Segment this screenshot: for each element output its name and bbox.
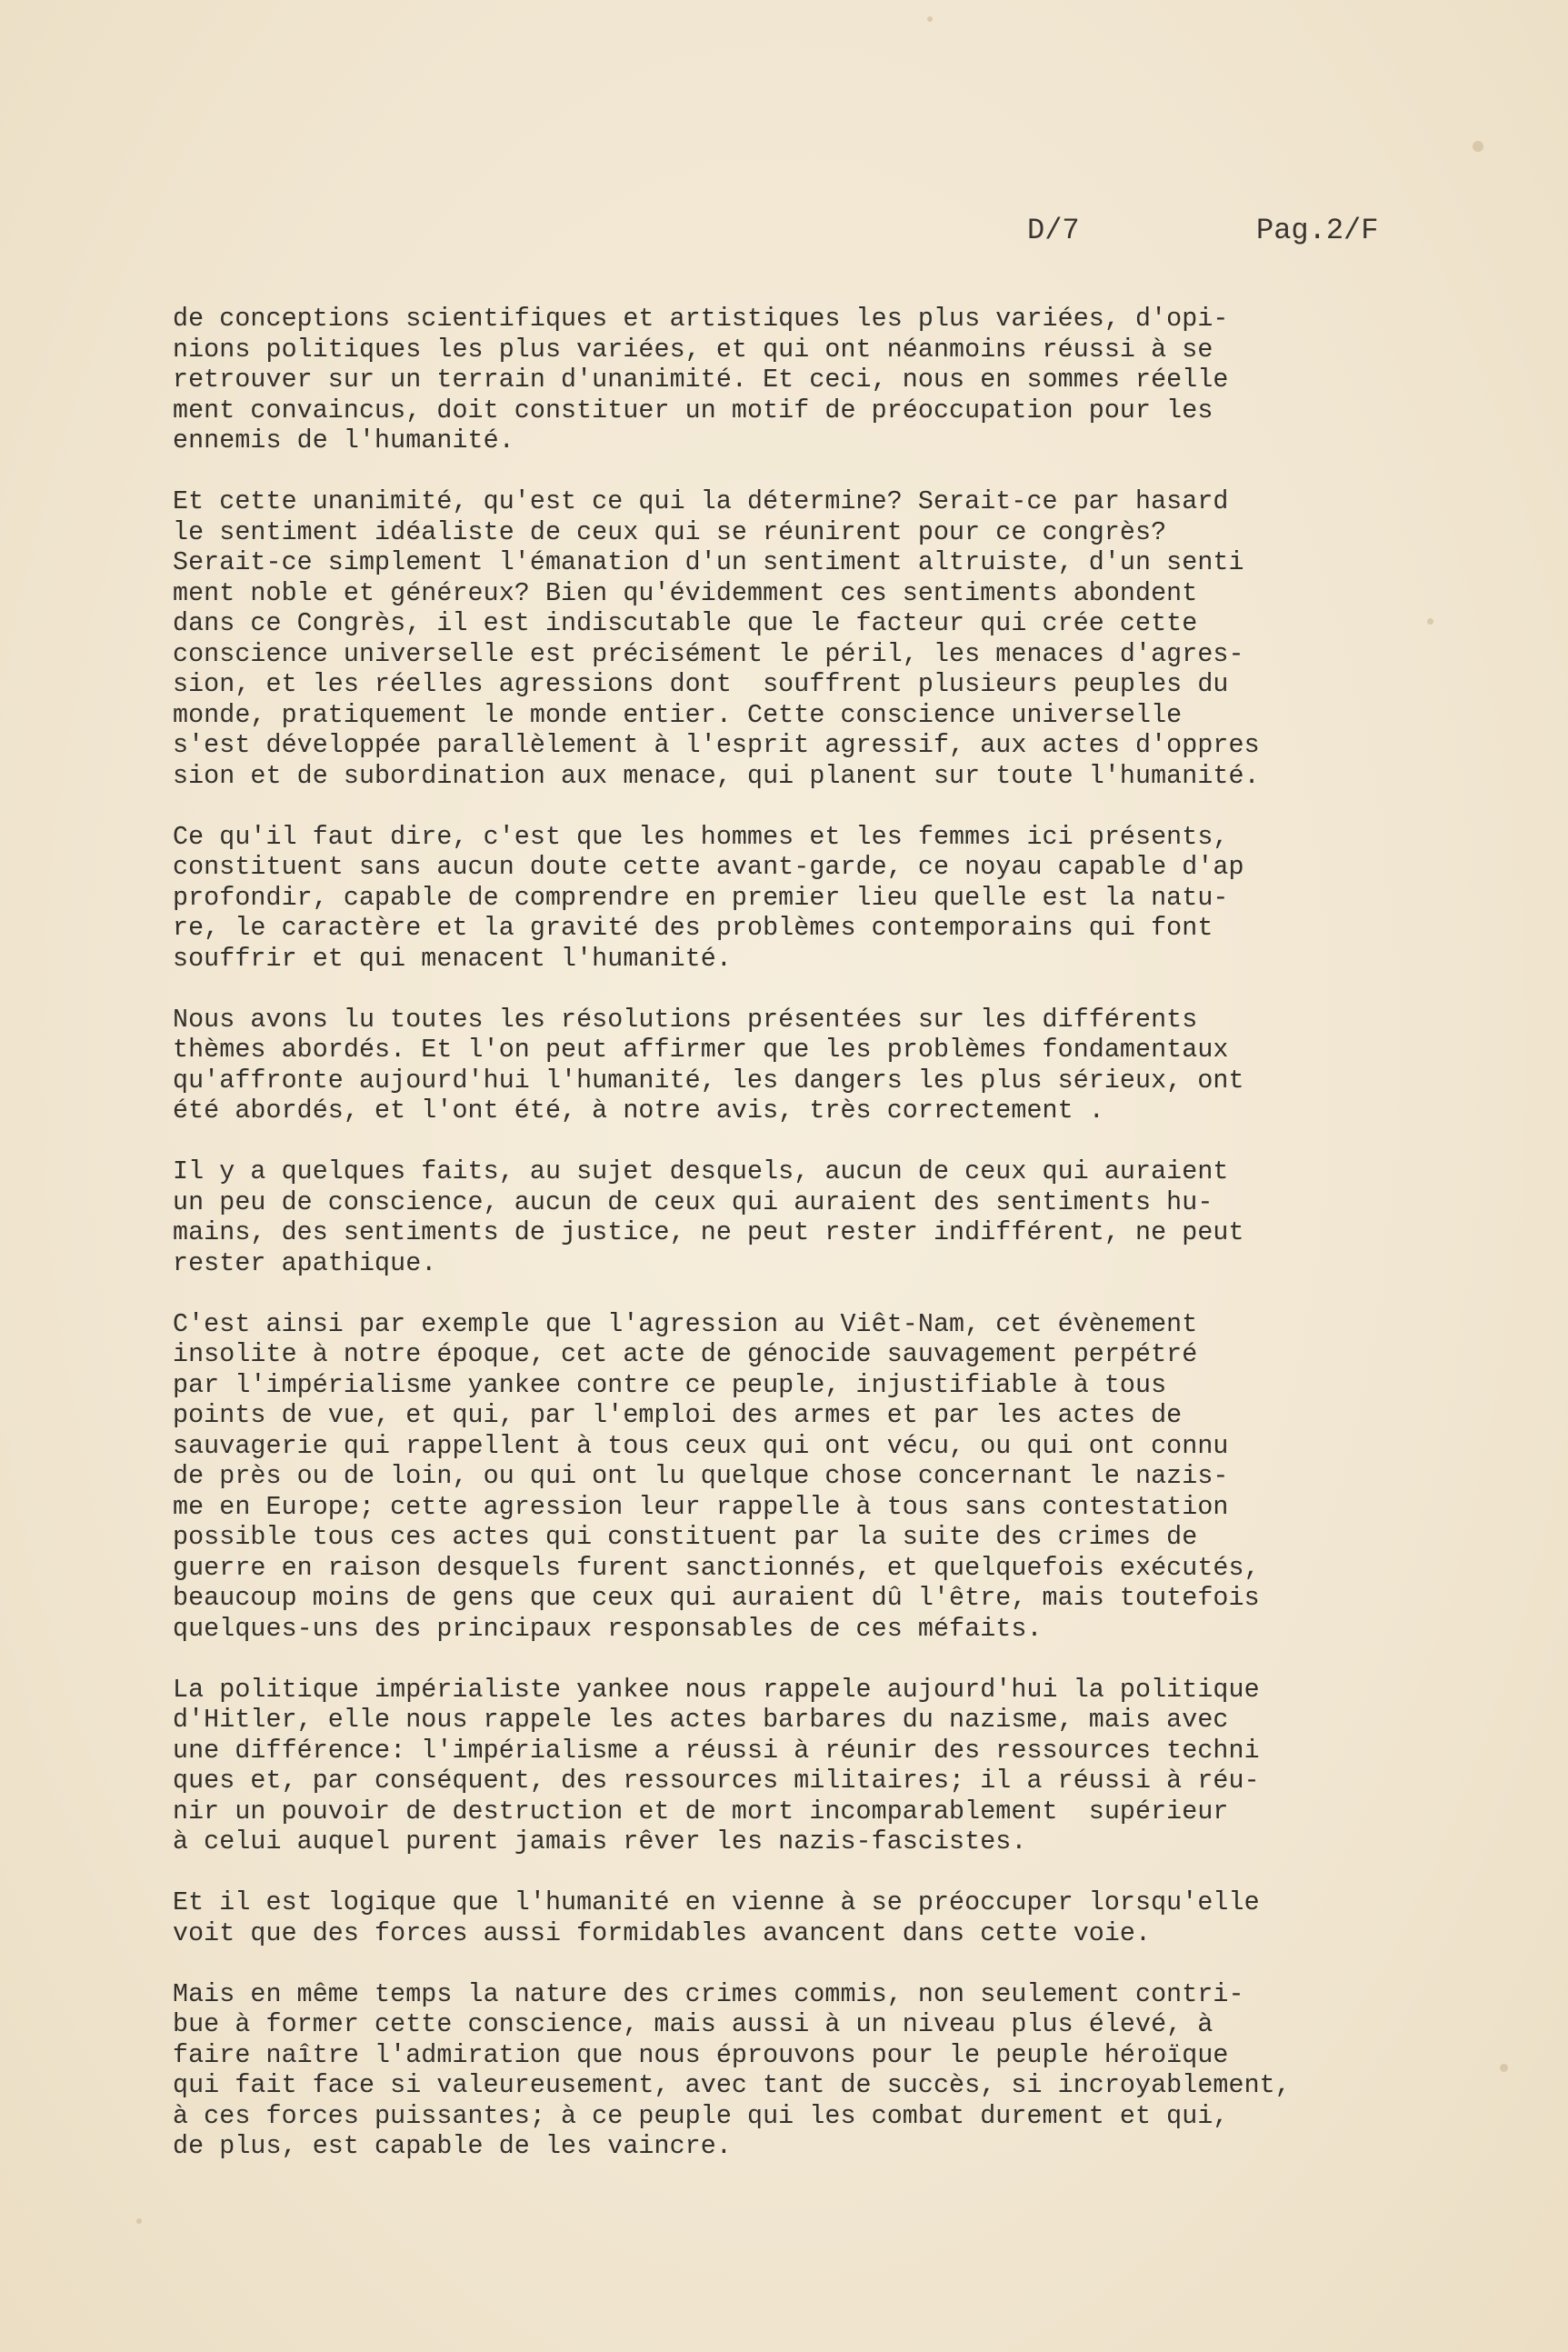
text-line: ment noble et généreux? Bien qu'évidemment ces sentiments abondent	[173, 578, 1198, 608]
text-line: rester apathique.	[173, 1248, 437, 1278]
text-line: de près ou de loin, ou qui ont lu quelque chose concernant le nazis-	[173, 1462, 1229, 1491]
text-line: nir un pouvoir de destruction et de mort incomparablement supérieur	[173, 1797, 1229, 1827]
paper-speck	[1473, 141, 1483, 152]
text-line: mains, des sentiments de justice, ne peut rester indifférent, ne peut	[173, 1218, 1244, 1247]
document-reference: D/7	[1027, 214, 1080, 247]
paragraph	[173, 1006, 1473, 1127]
text-line: s'est développée parallèlement à l'esprit agressif, aux actes d'oppres	[173, 731, 1260, 760]
text-line: d'Hitler, elle nous rappele les actes barbares du nazisme, mais avec	[173, 1706, 1229, 1735]
paper-speck	[136, 2218, 142, 2224]
text-line: points de vue, et qui, par l'emploi des armes et par les actes de	[173, 1401, 1183, 1430]
text-line: voit que des forces aussi formidables avancent dans cette voie.	[173, 1918, 1152, 1948]
text-line: me en Europe; cette agression leur rappelle à tous sans contestation	[173, 1492, 1229, 1522]
text-line: sion, et les réelles agressions dont souffrent plusieurs peuples du	[173, 670, 1229, 699]
text-line: souffrir et qui menacent l'humanité.	[173, 944, 732, 974]
text-line: à ces forces puissantes; à ce peuple qui les combat durement et qui,	[173, 2101, 1229, 2131]
paragraph	[173, 487, 1473, 792]
text-line: de plus, est capable de les vaincre.	[173, 2132, 732, 2161]
text-line: Nous avons lu toutes les résolutions présentées sur les différents	[173, 1005, 1198, 1035]
text-line: insolite à notre époque, cet acte de génocide sauvagement perpétré	[173, 1340, 1198, 1369]
page-header	[1027, 214, 1409, 250]
text-line: bue à former cette conscience, mais aussi à un niveau plus élevé, à	[173, 2010, 1213, 2039]
document-body	[173, 305, 1473, 2193]
page-number: Pag.2/F	[1256, 214, 1379, 247]
text-line: conscience universelle est précisément le péril, les menaces d'agres-	[173, 639, 1244, 669]
text-line: de conceptions scientifiques et artistiques les plus variées, d'opi-	[173, 305, 1229, 334]
text-line: thèmes abordés. Et l'on peut affirmer que les problèmes fondamentaux	[173, 1036, 1229, 1065]
text-line: dans ce Congrès, il est indiscutable que le facteur qui crée cette	[173, 609, 1198, 638]
text-line: La politique impérialiste yankee nous rappele aujourd'hui la politique	[173, 1675, 1260, 1705]
text-line: par l'impérialisme yankee contre ce peuple, injustifiable à tous	[173, 1370, 1167, 1400]
text-line: qu'affronte aujourd'hui l'humanité, les dangers les plus sérieux, ont	[173, 1066, 1244, 1096]
paragraph	[173, 1980, 1473, 2163]
text-line: beaucoup moins de gens que ceux qui auraient dû l'être, mais toutefois	[173, 1584, 1260, 1613]
text-line: C'est ainsi par exemple que l'agression au Viêt-Nam, cet évènement	[173, 1309, 1198, 1339]
text-line: quelques-uns des principaux responsables de ces méfaits.	[173, 1614, 1043, 1644]
text-line: Serait-ce simplement l'émanation d'un sentiment altruiste, d'un senti	[173, 548, 1244, 577]
paper-speck	[1500, 2064, 1508, 2072]
paper-speck	[927, 16, 933, 22]
text-line: guerre en raison desquels furent sanctionnés, et quelquefois exécutés,	[173, 1553, 1260, 1583]
text-line: un peu de conscience, aucun de ceux qui auraient des sentiments hu-	[173, 1187, 1213, 1217]
text-line: re, le caractère et la gravité des problèmes contemporains qui font	[173, 914, 1213, 943]
text-line: faire naître l'admiration que nous éprouvons pour le peuple héroïque	[173, 2040, 1229, 2070]
text-line: sion et de subordination aux menace, qui planent sur toute l'humanité.	[173, 761, 1260, 791]
text-line: constituent sans aucun doute cette avant-garde, ce noyau capable d'ap	[173, 853, 1244, 882]
paragraph	[173, 1676, 1473, 1858]
paragraph	[173, 1157, 1473, 1279]
text-line: retrouver sur un terrain d'unanimité. Et ceci, nous en sommes réelle	[173, 365, 1229, 395]
paragraph	[173, 823, 1473, 976]
text-line: sauvagerie qui rappellent à tous ceux qui ont vécu, ou qui ont connu	[173, 1431, 1229, 1461]
text-line: Et il est logique que l'humanité en vienne à se préoccuper lorsqu'elle	[173, 1888, 1260, 1917]
text-line: une différence: l'impérialisme a réussi à réunir des ressources techni	[173, 1736, 1260, 1766]
text-line: possible tous ces actes qui constituent par la suite des crimes de	[173, 1523, 1198, 1552]
text-line: profondir, capable de comprendre en premier lieu quelle est la natu-	[173, 883, 1229, 913]
text-line: monde, pratiquement le monde entier. Cette conscience universelle	[173, 700, 1183, 730]
text-line: Mais en même temps la nature des crimes commis, non seulement contri-	[173, 1979, 1244, 2009]
text-line: été abordés, et l'ont été, à notre avis, très correctement .	[173, 1096, 1104, 1126]
paragraph	[173, 1888, 1473, 1949]
paragraph	[173, 305, 1473, 457]
paragraph	[173, 1310, 1473, 1646]
text-line: le sentiment idéaliste de ceux qui se réunirent pour ce congrès?	[173, 517, 1167, 547]
text-line: ment convaincus, doit constituer un motif de préoccupation pour les	[173, 395, 1213, 425]
text-line: à celui auquel purent jamais rêver les nazis-fascistes.	[173, 1827, 1027, 1857]
text-line: Et cette unanimité, qu'est ce qui la détermine? Serait-ce par hasard	[173, 487, 1229, 516]
text-line: ques et, par conséquent, des ressources militaires; il a réussi à réu-	[173, 1767, 1260, 1796]
text-line: qui fait face si valeureusement, avec tant de succès, si incroyablement,	[173, 2071, 1291, 2100]
text-line: ennemis de l'humanité.	[173, 426, 514, 455]
text-line: nions politiques les plus variées, et qui ont néanmoins réussi à se	[173, 335, 1213, 365]
text-line: Ce qu'il faut dire, c'est que les hommes et les femmes ici présents,	[173, 822, 1229, 852]
text-line: Il y a quelques faits, au sujet desquels, aucun de ceux qui auraient	[173, 1157, 1229, 1186]
